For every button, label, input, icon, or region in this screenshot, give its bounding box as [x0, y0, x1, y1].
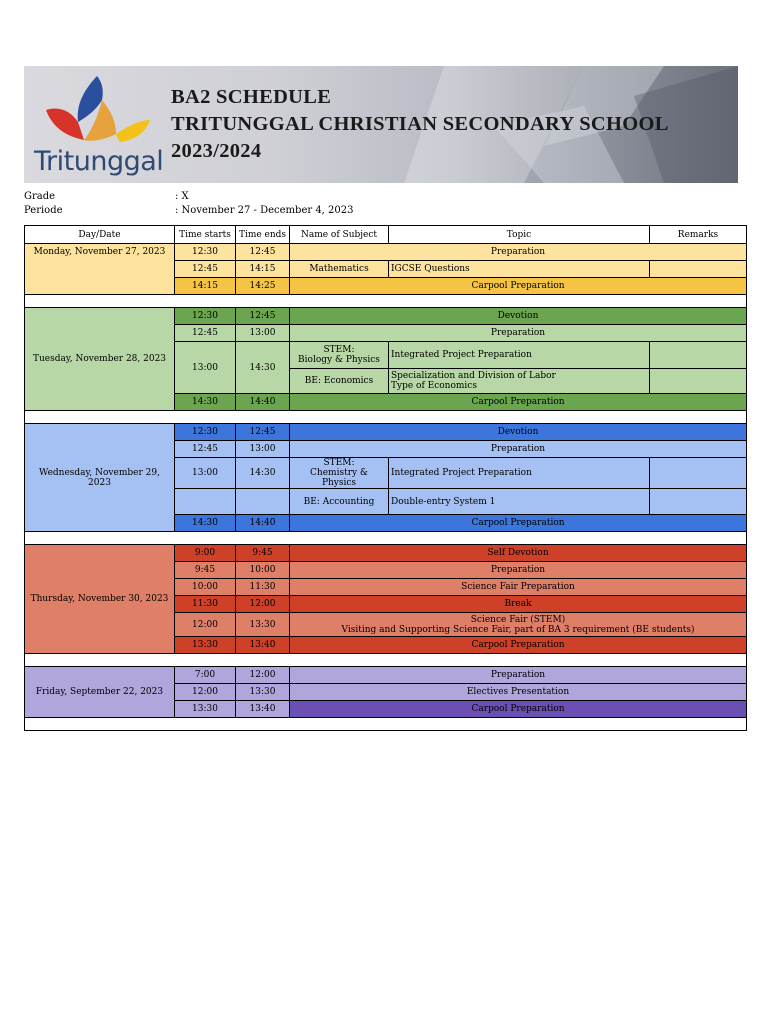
grade-label: Grade [24, 191, 56, 202]
time-start: 12:30 [175, 308, 236, 325]
document-title [171, 84, 669, 165]
schedule-table [24, 225, 747, 731]
time-start: 9:45 [175, 562, 236, 579]
table-row [25, 667, 747, 684]
column-header-day: Day/Date [25, 226, 175, 244]
time-end: 13:00 [236, 325, 290, 342]
spacer-row [25, 718, 747, 731]
time-start: 13:00 [175, 342, 236, 394]
time-end: 14:15 [236, 261, 290, 278]
topic-cell: IGCSE Questions [389, 261, 650, 278]
time-end: 13:30 [236, 684, 290, 701]
activity-cell: Carpool Preparation [290, 394, 747, 411]
activity-cell: Carpool Preparation [290, 637, 747, 654]
time-end: 13:40 [236, 701, 290, 718]
time-end: 12:00 [236, 667, 290, 684]
table-header-row [25, 226, 747, 244]
period-label: Periode [24, 204, 63, 216]
time-end: 9:45 [236, 545, 290, 562]
time-start: 12:45 [175, 441, 236, 458]
activity-cell: Science Fair (STEM) Visiting and Supporting Science Fair, part of BA 3 requirement (BE students) [290, 613, 747, 637]
topic-cell: Integrated Project Preparation [389, 342, 650, 369]
activity-cell: Break [290, 596, 747, 613]
header-banner [24, 66, 738, 183]
time-end: 12:00 [236, 596, 290, 613]
remarks-cell [650, 342, 747, 369]
time-start: 14:30 [175, 515, 236, 532]
time-end: 13:00 [236, 441, 290, 458]
spacer-row [25, 532, 747, 545]
subject-cell: Mathematics [290, 261, 389, 278]
time-start: 13:30 [175, 637, 236, 654]
day-cell-wednesday: Wednesday, November 29, 2023 [25, 424, 175, 532]
activity-cell: Carpool Preparation [290, 701, 747, 718]
activity-cell: Preparation [290, 562, 747, 579]
time-end: 13:40 [236, 637, 290, 654]
time-end: 14:30 [236, 342, 290, 394]
column-header-topic: Topic [389, 226, 650, 244]
day-cell-monday: Monday, November 27, 2023 [25, 244, 175, 295]
time-start: 9:00 [175, 545, 236, 562]
subject-cell-stem: STEM: Biology & Physics [290, 342, 389, 369]
time-start: 12:45 [175, 325, 236, 342]
table-row [25, 424, 747, 441]
table-row [25, 244, 747, 261]
table-row [25, 545, 747, 562]
activity-cell: Science Fair Preparation [290, 579, 747, 596]
time-end: 12:45 [236, 308, 290, 325]
time-start: 14:15 [175, 278, 236, 295]
period-value: : November 27 - December 4, 2023 [175, 204, 354, 216]
topic-cell: Integrated Project Preparation [389, 458, 650, 489]
topic-cell: Specialization and Division of Labor Type of Economics [389, 369, 650, 394]
remarks-cell [650, 489, 747, 515]
activity-cell: Devotion [290, 424, 747, 441]
spacer-row [25, 411, 747, 424]
activity-cell: Preparation [290, 244, 747, 261]
activity-cell: Preparation [290, 667, 747, 684]
time-end [236, 489, 290, 515]
time-end: 11:30 [236, 579, 290, 596]
subject-cell-be: BE: Economics [290, 369, 389, 394]
time-start: 11:30 [175, 596, 236, 613]
remarks-cell [650, 458, 747, 489]
day-cell-thursday: Thursday, November 30, 2023 [25, 545, 175, 654]
activity-cell: Electives Presentation [290, 684, 747, 701]
day-cell-friday: Friday, September 22, 2023 [25, 667, 175, 718]
grade-value: : X [175, 191, 189, 202]
day-cell-tuesday: Tuesday, November 28, 2023 [25, 308, 175, 411]
column-header-remarks: Remarks [650, 226, 747, 244]
activity-cell: Carpool Preparation [290, 515, 747, 532]
remarks-cell [650, 261, 747, 278]
topic-cell: Double-entry System 1 [389, 489, 650, 515]
time-start: 14:30 [175, 394, 236, 411]
subject-cell-stem: STEM: Chemistry & Physics [290, 458, 389, 489]
time-start: 13:30 [175, 701, 236, 718]
title-line-2: TRITUNGGAL CHRISTIAN SECONDARY SCHOOL [171, 113, 669, 135]
column-header-start: Time starts [175, 226, 236, 244]
table-row [25, 308, 747, 325]
activity-cell: Preparation [290, 325, 747, 342]
time-end: 14:30 [236, 458, 290, 489]
spacer-row [25, 654, 747, 667]
time-start: 12:00 [175, 613, 236, 637]
remarks-cell [650, 369, 747, 394]
time-start: 13:00 [175, 458, 236, 489]
time-end: 10:00 [236, 562, 290, 579]
activity-cell: Self Devotion [290, 545, 747, 562]
time-start: 10:00 [175, 579, 236, 596]
column-header-subject: Name of Subject [290, 226, 389, 244]
spacer-row [25, 295, 747, 308]
title-line-1: BA2 SCHEDULE [171, 86, 332, 108]
time-start [175, 489, 236, 515]
time-end: 13:30 [236, 613, 290, 637]
time-start: 12:45 [175, 261, 236, 278]
activity-cell: Devotion [290, 308, 747, 325]
time-end: 14:25 [236, 278, 290, 295]
schedule-meta [24, 190, 424, 217]
time-start: 7:00 [175, 667, 236, 684]
time-end: 12:45 [236, 424, 290, 441]
activity-cell: Carpool Preparation [290, 278, 747, 295]
activity-cell: Preparation [290, 441, 747, 458]
time-start: 12:00 [175, 684, 236, 701]
time-end: 14:40 [236, 515, 290, 532]
column-header-end: Time ends [236, 226, 290, 244]
subject-cell-be: BE: Accounting [290, 489, 389, 515]
time-end: 12:45 [236, 244, 290, 261]
time-start: 12:30 [175, 244, 236, 261]
title-line-3: 2023/2024 [171, 140, 262, 162]
logo-wordmark: Tritunggal [34, 146, 164, 177]
time-end: 14:40 [236, 394, 290, 411]
time-start: 12:30 [175, 424, 236, 441]
